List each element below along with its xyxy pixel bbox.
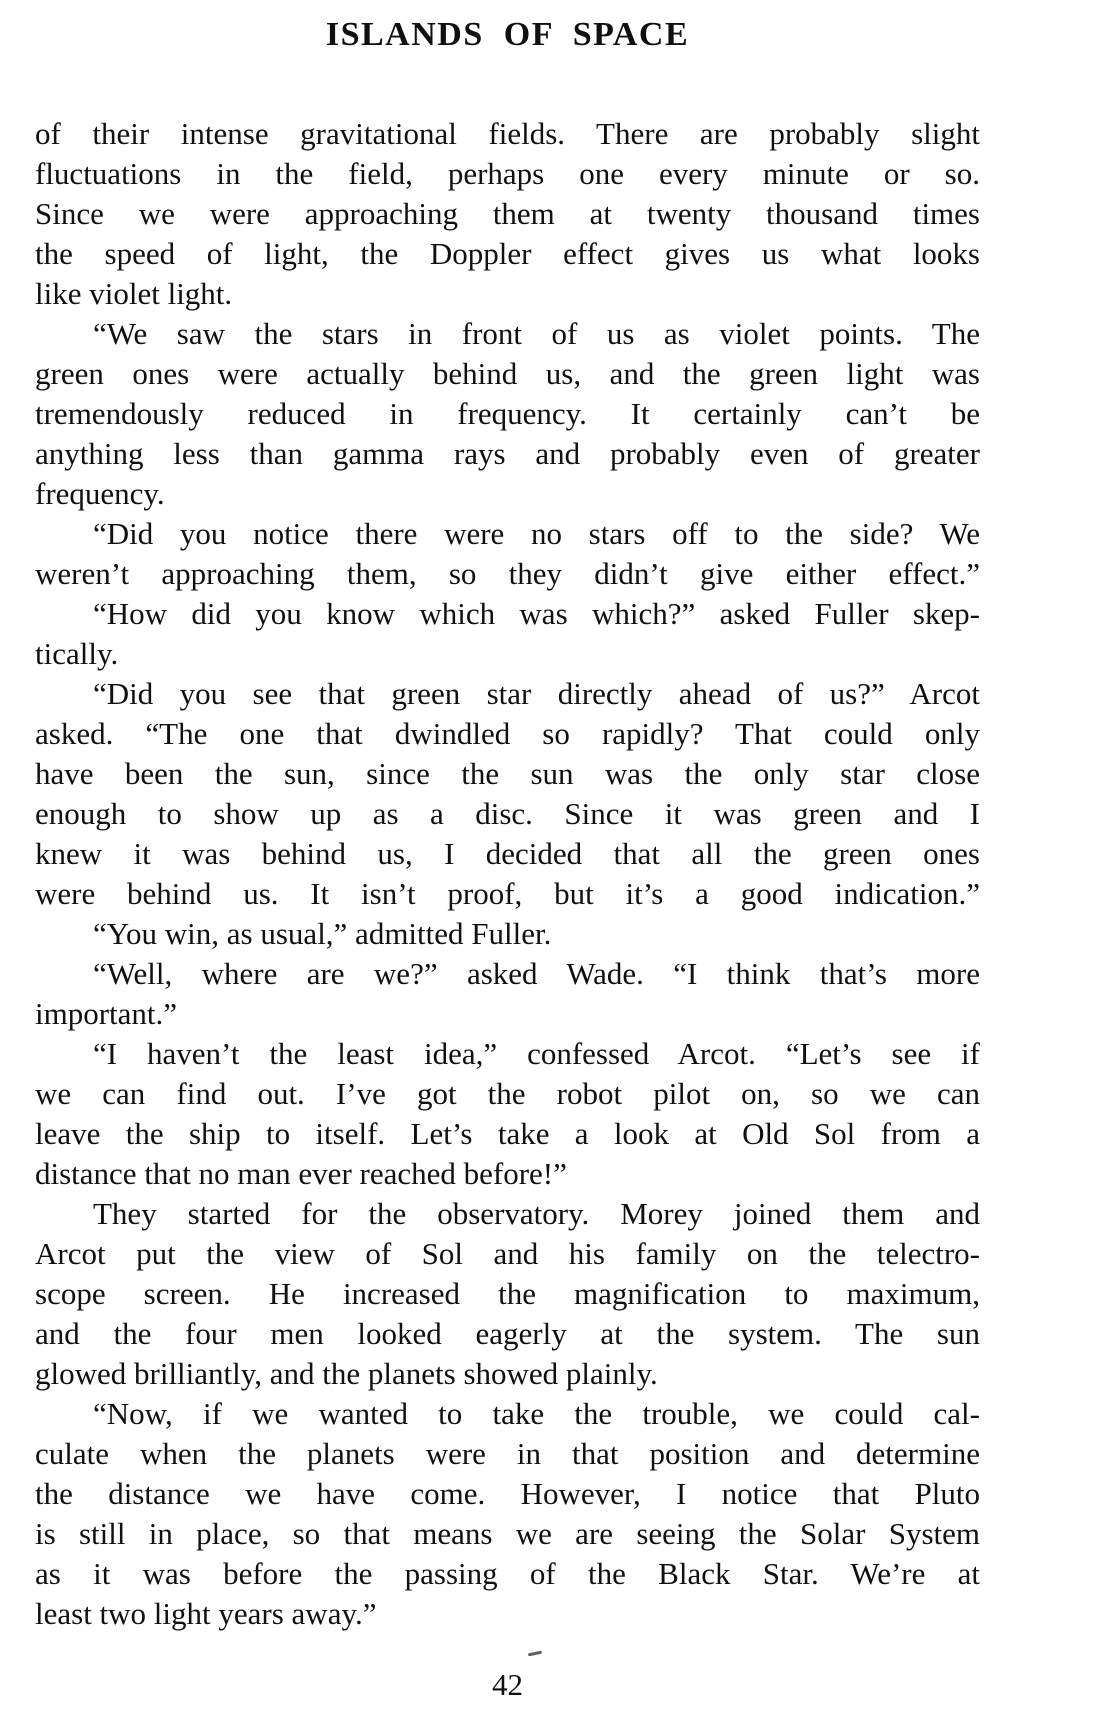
text-line: and the four men looked eagerly at the system. The sun <box>35 1316 980 1351</box>
text-line: were behind us. It isn’t proof, but it’s a good indication.” <box>35 876 980 911</box>
text-line: leave the ship to itself. Let’s take a look at Old Sol from a <box>35 1116 980 1151</box>
text-line: glowed brilliantly, and the planets showed plainly. <box>35 1356 658 1391</box>
scan-artifact <box>528 1651 542 1657</box>
text-line: tically. <box>35 636 119 671</box>
text-line: “How did you know which was which?” asked Fuller skep- <box>93 596 980 631</box>
text-line: the speed of light, the Doppler effect gives us what looks <box>35 236 980 271</box>
text-line: the distance we have come. However, I notice that Pluto <box>35 1476 980 1511</box>
body-text <box>35 114 980 1634</box>
text-line: anything less than gamma rays and probably even of greater <box>35 436 980 471</box>
text-line: of their intense gravitational fields. There are probably slight <box>35 116 980 151</box>
text-line: is still in place, so that means we are seeing the Solar System <box>35 1516 980 1551</box>
text-line: culate when the planets were in that position and determine <box>35 1436 980 1471</box>
text-line: tremendously reduced in frequency. It certainly can’t be <box>35 396 980 431</box>
text-line: “Now, if we wanted to take the trouble, we could cal- <box>93 1396 980 1431</box>
text-line: weren’t approaching them, so they didn’t give either effect.” <box>35 556 980 591</box>
text-line: “Well, where are we?” asked Wade. “I think that’s more <box>93 956 980 991</box>
text-line: like violet light. <box>35 276 233 311</box>
text-line: enough to show up as a disc. Since it was green and I <box>35 796 980 831</box>
text-line: distance that no man ever reached before!” <box>35 1156 567 1191</box>
text-line: Since we were approaching them at twenty thousand times <box>35 196 980 231</box>
page-number: 42 <box>492 1667 523 1702</box>
text-line: “We saw the stars in front of us as violet points. The <box>93 316 980 351</box>
text-line: “Did you see that green star directly ahead of us?” Arcot <box>93 676 980 711</box>
text-line: asked. “The one that dwindled so rapidly? That could only <box>35 716 980 751</box>
text-line: scope screen. He increased the magnification to maximum, <box>35 1276 980 1311</box>
text-line: important.” <box>35 996 178 1031</box>
text-line: “Did you notice there were no stars off to the side? We <box>93 516 980 551</box>
text-line: least two light years away.” <box>35 1596 377 1631</box>
text-line: fluctuations in the field, perhaps one every minute or so. <box>35 156 980 191</box>
text-line: Arcot put the view of Sol and his family on the telectro- <box>35 1236 980 1271</box>
text-line: we can find out. I’ve got the robot pilot on, so we can <box>35 1076 980 1111</box>
text-line: green ones were actually behind us, and the green light was <box>35 356 980 391</box>
text-line: “You win, as usual,” admitted Fuller. <box>93 916 552 951</box>
text-line: as it was before the passing of the Black Star. We’re at <box>35 1556 980 1591</box>
text-line: knew it was behind us, I decided that all the green ones <box>35 836 980 871</box>
text-line: frequency. <box>35 476 165 511</box>
page-title: ISLANDS OF SPACE <box>325 16 690 53</box>
text-line: “I haven’t the least idea,” confessed Arcot. “Let’s see if <box>93 1036 980 1071</box>
text-line: They started for the observatory. Morey joined them and <box>93 1196 980 1231</box>
text-line: have been the sun, since the sun was the only star close <box>35 756 980 791</box>
